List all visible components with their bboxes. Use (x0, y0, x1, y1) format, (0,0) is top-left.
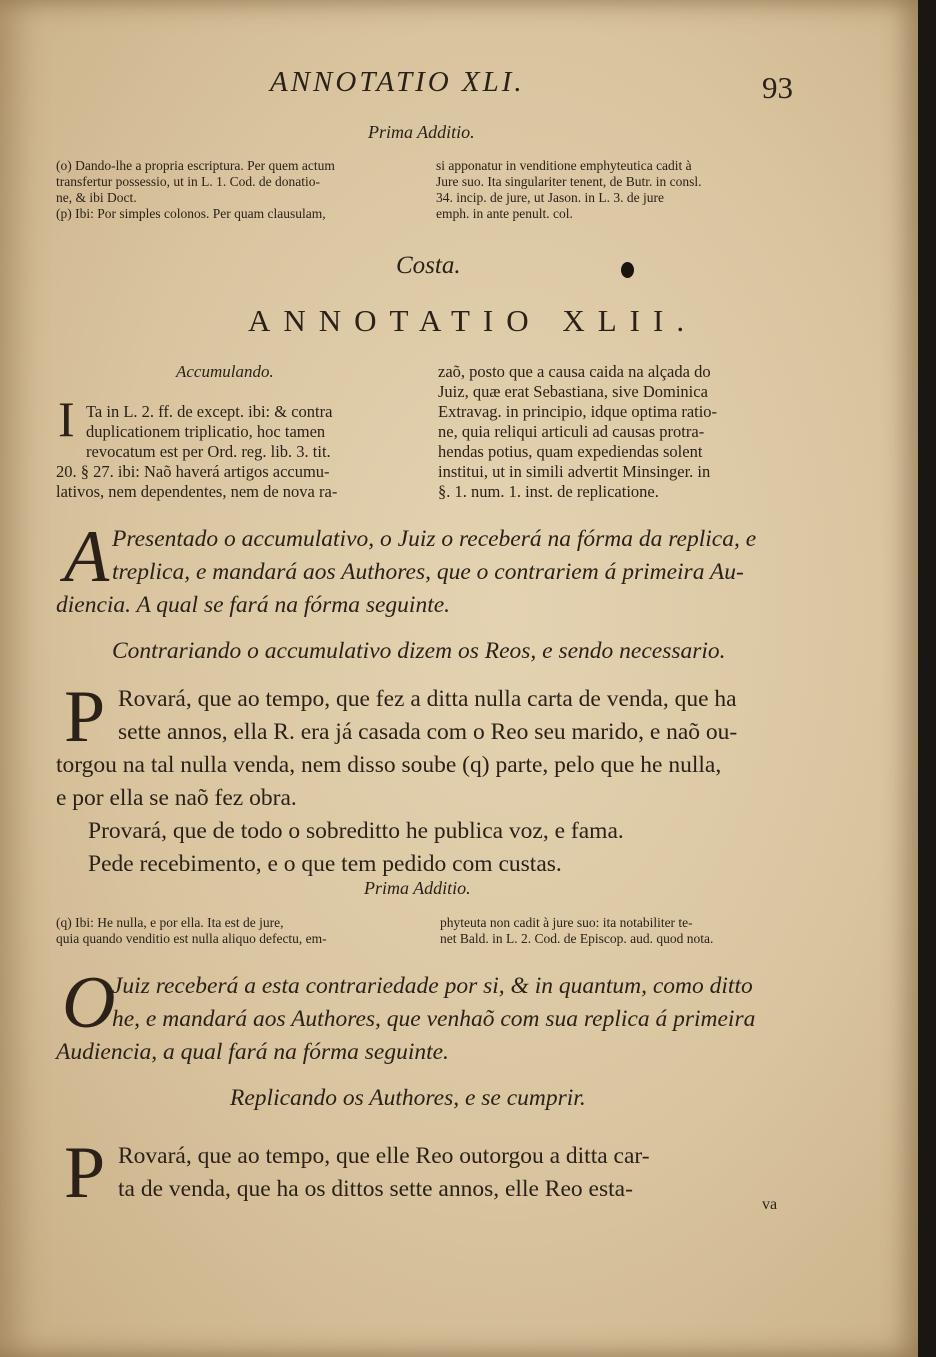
paragraph-line: Pede recebimento, e o que tem pedido com custas. (88, 851, 562, 877)
annotation-line: hendas potius, quam expediendas solent (438, 442, 703, 461)
annotation-line: duplicationem triplicatio, hoc tamen (86, 422, 326, 441)
dropcap-a: A (64, 516, 110, 598)
paragraph-juiz (56, 962, 756, 1069)
footnote-column-right (436, 158, 792, 222)
footnote-line: emph. in ante penult. col. (436, 206, 573, 221)
page-gutter-edge (918, 0, 936, 1357)
heading-contrariando: Contrariando o accumulativo dizem os Reos, e sendo necessario. (112, 638, 726, 664)
ink-blot (621, 262, 634, 278)
footnote-line: (o) Dando-lhe a propria escriptura. Per quem actum (56, 158, 335, 173)
dropcap-p: P (64, 676, 106, 758)
paragraph-line: ta de venda, que ha os dittos sette annos, elle Reo esta- (118, 1176, 633, 1202)
dropcap-o: O (62, 962, 116, 1044)
page-number: 93 (762, 70, 793, 105)
paragraph-line: Presentado o accumulativo, o Juiz o receberá na fórma da replica, e (112, 526, 757, 552)
annotation-line: Juiz, quæ erat Sebastiana, sive Dominica (438, 382, 708, 401)
footnote-line: 34. incip. de jure, ut Jason. in L. 3. de jure (436, 190, 664, 205)
paragraph-line: Rovará, que ao tempo, que fez a ditta nulla carta de venda, que ha (118, 686, 737, 712)
paragraph-line: torgou na tal nulla venda, nem disso soube (q) parte, pelo que he nulla, (56, 752, 722, 778)
annotation-column-right (438, 362, 717, 502)
annotation-column-left (56, 402, 337, 502)
paragraph-line: Provará, que de todo o sobreditto he publica voz, e fama. (88, 818, 624, 844)
running-head: ANNOTATIO XLI. (270, 66, 525, 98)
annotation-line: 20. § 27. ibi: Naõ haverá artigos accumu- (56, 462, 330, 481)
paragraph-provara (56, 676, 738, 881)
section-subheading-costa: Costa. (396, 252, 461, 279)
dropcap-p-2: P (64, 1132, 106, 1214)
paragraph-line: sette annos, ella R. era já casada com o Reo seu marido, e naõ ou- (118, 719, 738, 745)
footnote-column-left (56, 158, 418, 222)
footnote-line: (p) Ibi: Por simples colonos. Per quam clausulam, (56, 206, 326, 221)
footnote-line: (q) Ibi: He nulla, e por ella. Ita est de jure, (56, 915, 284, 930)
paragraph-line: treplica, e mandará aos Authores, que o contrariem á primeira Au- (112, 559, 744, 585)
footnote-line: transfertur possessio, ut in L. 1. Cod. de donatio- (56, 174, 320, 189)
paragraph-line: Juiz receberá a esta contrariedade por si, & in quantum, como ditto (112, 973, 753, 999)
footnote-line: si apponatur in venditione emphyteutica cadit à (436, 158, 692, 173)
footnote-column-right-2 (440, 915, 713, 947)
paragraph-line: diencia. A qual se fará na fórma seguinte. (56, 592, 451, 618)
paragraph-line: e por ella se naõ fez obra. (56, 785, 297, 811)
footnote-line: quia quando venditio est nulla aliquo defectu, em- (56, 931, 327, 946)
annotation-line: zaõ, posto que a causa caida na alçada do (438, 362, 711, 381)
footnote-line: phyteuta non cadit à jure suo: ita notabiliter te- (440, 915, 693, 930)
footnote-line: net Bald. in L. 2. Cod. de Episcop. aud. quod nota. (440, 931, 714, 946)
annotation-line: §. 1. num. 1. inst. de replicatione. (438, 482, 659, 501)
annotation-line: Extravag. in principio, idque optima ratio- (438, 402, 718, 421)
annotation-line: revocatum est per Ord. reg. lib. 3. tit. (86, 442, 331, 461)
annotation-line: Ta in L. 2. ff. de except. ibi: & contra (86, 402, 333, 421)
footnote-line: Jure suo. Ita singulariter tenent, de Butr. in consl. (436, 174, 702, 189)
annotation-line: institui, ut in simili advertit Minsinger. in (438, 462, 711, 481)
paragraph-presentado (56, 516, 757, 622)
paragraph-line: Audiencia, a qual fará na fórma seguinte. (56, 1039, 449, 1065)
footnote-column-left-2 (56, 915, 327, 947)
paragraph-line: Rovará, que ao tempo, que elle Reo outorgou a ditta car- (118, 1143, 650, 1169)
annotation-line: ne, quia reliqui articuli ad causas protra- (438, 422, 705, 441)
section-title: ANNOTATIO XLII. (248, 303, 698, 338)
paragraph-provara-2 (118, 1140, 650, 1206)
column-heading-accumulando: Accumulando. (176, 362, 274, 381)
section-heading-prima-additio: Prima Additio. (368, 122, 475, 142)
section-heading-prima-additio-2: Prima Additio. (364, 878, 471, 898)
paragraph-line: he, e mandará aos Authores, que venhaõ com sua replica á primeira (112, 1006, 756, 1032)
heading-replicando: Replicando os Authores, e se cumprir. (230, 1085, 586, 1111)
catchword: va (762, 1196, 778, 1213)
dropcap-i: I (58, 391, 75, 447)
footnote-line: ne, & ibi Doct. (56, 190, 137, 205)
annotation-line: lativos, nem dependentes, nem de nova ra- (56, 482, 338, 501)
